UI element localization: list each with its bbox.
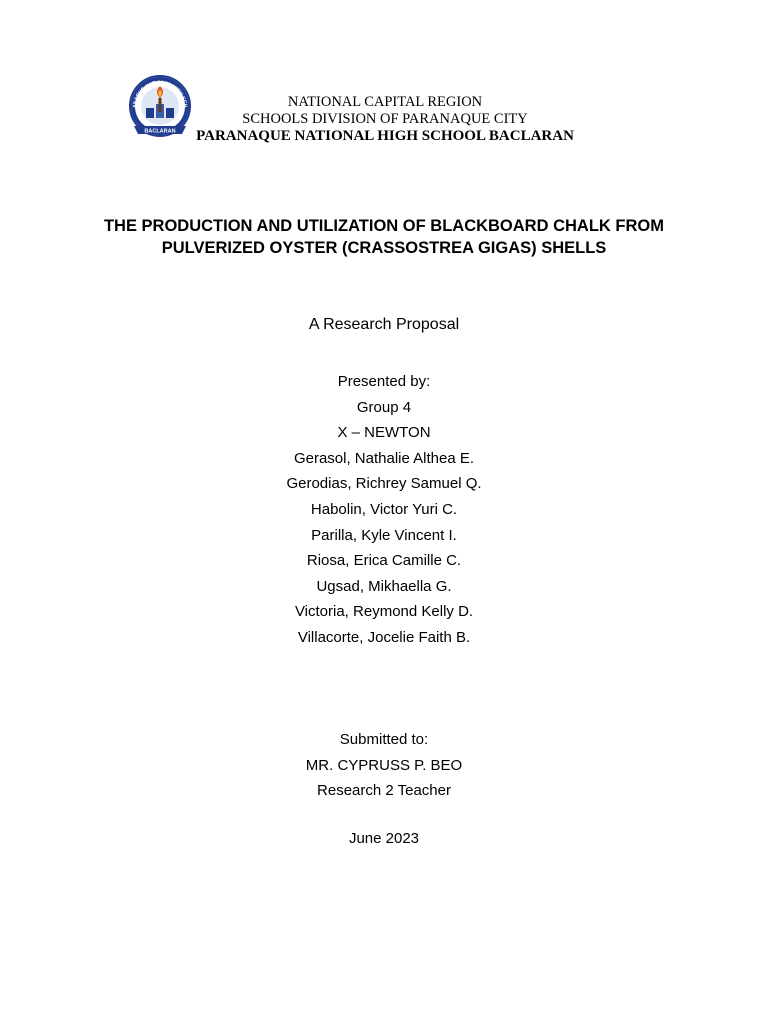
member-name: Parilla, Kyle Vincent I. xyxy=(311,526,457,544)
member-name: Gerasol, Nathalie Althea E. xyxy=(293,449,475,467)
division-line: SCHOOLS DIVISION OF PARANAQUE CITY xyxy=(242,111,528,127)
document-date: June 2023 xyxy=(348,830,420,847)
presenters-block xyxy=(0,369,768,651)
logo-banner-text: BACLARAN xyxy=(144,128,176,135)
title-line-2: PULVERIZED OYSTER (CRASSOSTREA GIGAS) SHELLS xyxy=(161,239,607,257)
school-seal-icon xyxy=(126,74,194,142)
member-name: Habolin, Victor Yuri C. xyxy=(310,500,458,518)
title-line-1: THE PRODUCTION AND UTILIZATION OF BLACKBOARD CHALK FROM xyxy=(103,217,665,235)
group-name: Group 4 xyxy=(356,398,412,416)
member-name: Gerodias, Richrey Samuel Q. xyxy=(286,475,482,493)
submitted-to-label: Submitted to: xyxy=(339,731,429,748)
member-name: Villacorte, Jocelie Faith B. xyxy=(297,628,471,646)
school-header xyxy=(190,94,580,145)
region-line: NATIONAL CAPITAL REGION xyxy=(287,94,483,110)
submitted-block xyxy=(0,727,768,804)
document-title xyxy=(40,215,728,259)
logo-ring-text: ANAQUE NATIONAL HIGH SCH xyxy=(131,79,189,109)
school-logo xyxy=(126,74,194,142)
member-name: Victoria, Reymond Kelly D. xyxy=(294,603,474,621)
member-name: Riosa, Erica Camille C. xyxy=(306,552,462,570)
school-name-line: PARANAQUE NATIONAL HIGH SCHOOL BACLARAN xyxy=(196,128,574,144)
teacher-name: MR. CYPRUSS P. BEO xyxy=(305,756,463,774)
document-subtitle: A Research Proposal xyxy=(308,316,460,333)
section-name: X – NEWTON xyxy=(337,424,431,442)
member-name: Ugsad, Mikhaella G. xyxy=(316,577,452,595)
teacher-role: Research 2 Teacher xyxy=(317,782,451,800)
presented-by-label: Presented by: xyxy=(337,373,431,390)
